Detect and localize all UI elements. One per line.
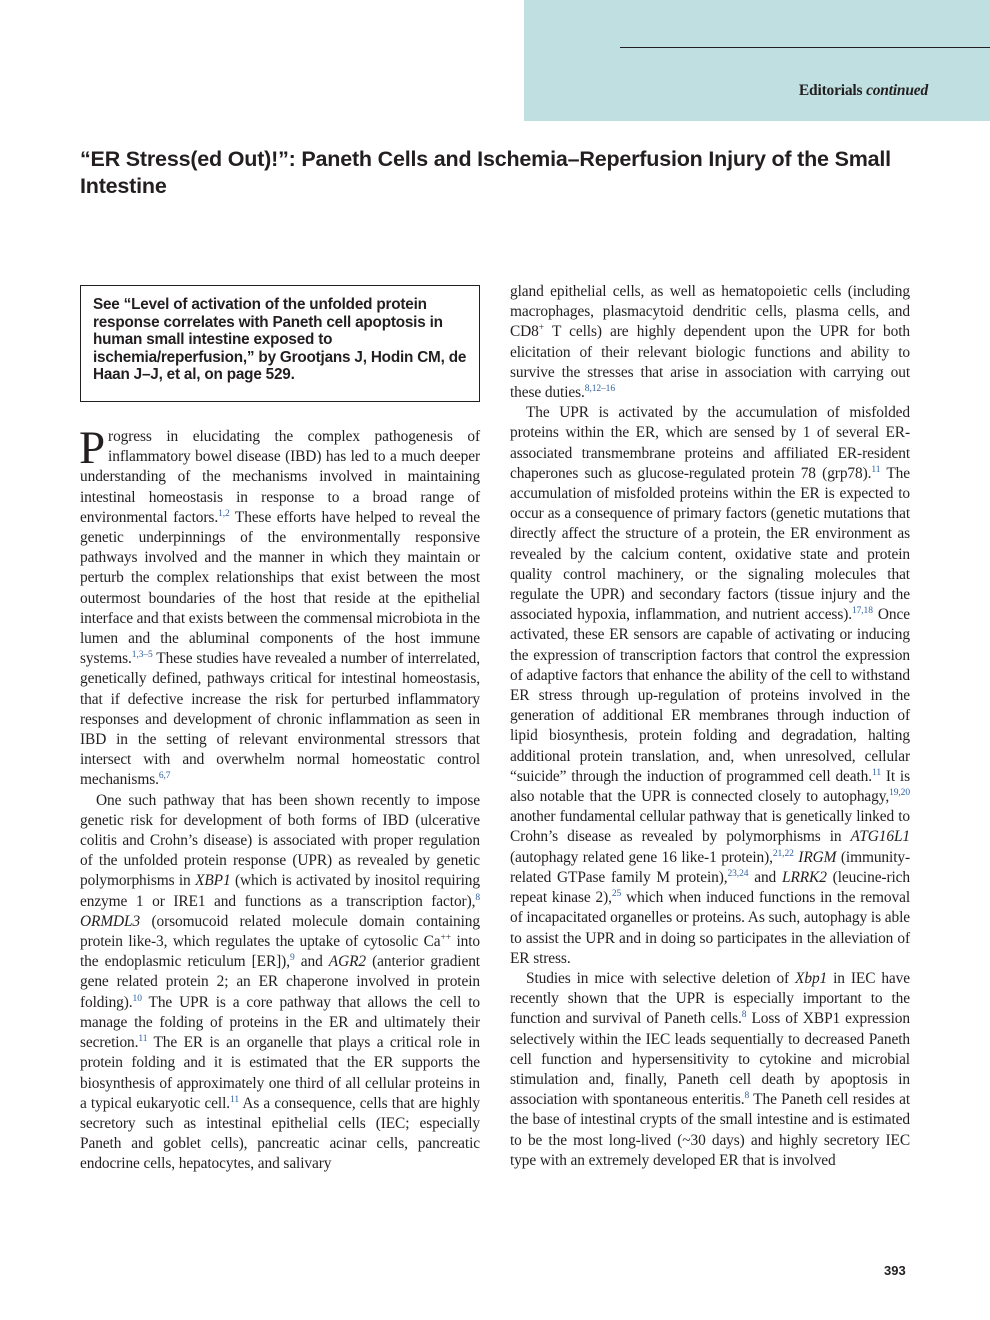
reference[interactable]: 23,24 (727, 868, 749, 879)
reference[interactable]: 19,20 (889, 788, 910, 799)
reference[interactable]: 25 (611, 889, 622, 900)
reference[interactable]: 11 (138, 1034, 148, 1045)
text: These efforts have helped to reveal the genetic underpinnings of the environmentally responsive pathways involved and the manner in which they maintain or perturb the complex relationships that exist between the most outermost boundaries of the host that reside at the epithelial interface and that exists between the commensal microbiota in the lumen and the abluminal components of the host immune systems. (80, 508, 481, 668)
running-header-section: Editorials (798, 82, 863, 99)
text: (orsomucoid related molecule domain containing protein like-3, which regulates the uptake of cytosolic Ca (80, 912, 480, 951)
text: One such pathway that has been shown recently to impose genetic risk for development of both forms of IBD (ulcerative colitis and Crohn’s disease) is associated with proper regulation of the unfolded protein response (UPR) as revealed by genetic polymorphisms in (80, 791, 480, 890)
paragraph-2-continued (510, 282, 910, 403)
reference[interactable]: 11 (872, 767, 881, 778)
drop-cap: P (79, 422, 106, 474)
text: which when induced functions in the removal of incapacitated organelles or proteins. As such, autophagy is able to assist the UPR and in doing so participates in the alleviation of ER stress. (510, 889, 910, 967)
reference[interactable]: 17,18 (851, 606, 873, 617)
text: As a consequence, cells that are highly secretory such as intestinal epithelial cells (IEC; especially Paneth and goblet cells), pancreatic acinar cells, pancreatic endocrine cells, hepatocytes, and salivary (80, 1094, 480, 1173)
text: These studies have revealed a number of interrelated, genetically defined, pathways critical for intestinal homeostasis, that if defective increase the risk for perturbed inflammatory responses and development of chronic inflammation as seen in IBD in the setting of relevant environmental stressors that intersect with and overwhelm normal homeostatic control mechanisms. (80, 650, 480, 789)
text: Loss of XBP1 expression selectively within the IEC leads sequentially to decreased Paneth cell function and hypersensitivity to cytokine and microbial stimulation and, finally, Paneth cell death by apoptosis in association with spontaneous enteritis. (510, 1010, 910, 1109)
superscript: ++ (440, 933, 451, 944)
text: (leucine-rich repeat kinase 2), (510, 868, 910, 907)
running-header-continued: continued (866, 82, 928, 99)
text: Studies in mice with selective deletion of (526, 969, 796, 987)
gene-name: LRRK2 (782, 868, 827, 886)
reference[interactable]: 1,2 (218, 508, 230, 519)
page-number: 393 (884, 1263, 906, 1278)
text: and (748, 868, 782, 886)
gene-name: ORMDL3 (80, 912, 141, 930)
see-also-box (80, 285, 480, 402)
reference[interactable]: 11 (871, 464, 881, 475)
paragraph-3 (510, 403, 910, 969)
text: gland epithelial cells, as well as hematopoietic cells (including macrophages, plasmacytoid dendritic cells, plasma cells, and CD8 (510, 283, 910, 341)
reference[interactable]: 6,7 (158, 771, 171, 782)
text: Once activated, these ER sensors are capable of activating or inducing the expression of transcription factors that control the expression of adaptive factors that enhance the ability of the cell to withstand ER stress through up-regulation of proteins involved in the generation of additional ER membranes through induction of lipid biosynthesis, protein folding and degradation, halting additional protein translation, and, when unresolved, cellular “suicide” through the induction of programmed cell death. (510, 606, 910, 785)
text: and (294, 953, 329, 971)
gene-name: AGR2 (328, 953, 367, 971)
reference[interactable]: 10 (132, 993, 142, 1004)
text: in IEC have recently shown that the UPR is especially important to the function and survival of Paneth cells. (510, 969, 910, 1028)
text: (autophagy related gene 16 like-1 protein), (510, 848, 773, 866)
reference[interactable]: 8 (744, 1091, 750, 1102)
text: (anterior gradient gene related protein 2; an ER chaperone involved in protein folding). (80, 953, 480, 1011)
gene-name: XBP1 (195, 872, 231, 890)
reference[interactable]: 11 (230, 1094, 239, 1105)
running-header (799, 82, 928, 100)
text: T cells) are highly dependent upon the UPR for both elicitation of their relevant biologic functions and ability to survive the stresses that arise in association with carrying out these duties. (510, 323, 910, 402)
text: The accumulation of misfolded proteins within the ER is expected to occur as a consequence of primary factors (genetic mutations that directly affect the structure of a protein, the ER environment as revealed by the calcium content, oxidative state and protein quality control machinery, or the signaling molecules that regulate the UPR) and secondary factors (tissue injury and the associated hypoxia, inflammation, and nutrient access). (510, 464, 911, 624)
reference[interactable]: 8,12–16 (584, 384, 615, 395)
text: (which is activated by inositol requiring enzyme 1 or IRE1 and functions as a transcription factor), (80, 872, 480, 910)
gene-name: Xbp1 (795, 969, 828, 987)
text: The Paneth cell resides at the base of intestinal crypts of the small intestine and is estimated to be the most long-lived (~30 days) and highly secretory IEC type with an extremely developed ER that is involved (510, 1091, 910, 1169)
article-title: “ER Stress(ed Out)!”: Paneth Cells and Ischemia–Reperfusion Injury of the Small Intestine (80, 147, 891, 198)
gene-name: IRGM (798, 848, 837, 866)
see-also-text: See “Level of activation of the unfolded protein response correlates with Paneth cell apoptosis in human small intestine exposed to ischemia/reperfusion,” by Grootjans J, Hodin CM, de Haan J–J, et al, on page 529. (93, 296, 467, 383)
text: into the endoplasmic reticulum [ER]), (80, 933, 481, 971)
reference[interactable]: 8 (741, 1010, 747, 1021)
text: The UPR is a core pathway that allows the cell to manage the folding of proteins in the ER and ultimately their secretion. (80, 993, 480, 1052)
text: rogress in elucidating the complex pathogenesis of inflammatory bowel disease (IBD) has led to a much deeper understanding of the mechanisms involved in maintaining intestinal homeostasis in response to a broad range of environmental factors. (80, 428, 480, 526)
reference[interactable]: 1,3–5 (131, 650, 153, 661)
reference[interactable]: 8 (475, 892, 480, 903)
header-rule (620, 47, 990, 48)
text: another fundamental cellular pathway that is genetically linked to Crohn’s disease as revealed by polymorphisms in (510, 808, 910, 846)
paragraph-2 (80, 791, 480, 1175)
left-column (79, 422, 481, 1175)
reference[interactable]: 9 (289, 953, 295, 964)
text: The ER is an organelle that plays a critical role in protein folding and it is estimated that the ER supports the biosynthesis of approximately one third of all cellular proteins in a typical eukaryotic cell. (80, 1034, 480, 1112)
paragraph-1 (79, 422, 481, 791)
superscript: + (538, 323, 545, 334)
reference[interactable]: 21,22 (772, 848, 794, 859)
right-column (510, 282, 910, 1171)
gene-name: ATG16L1 (850, 828, 910, 846)
header-band (524, 0, 990, 121)
text: (immunity-related GTPase family M protein), (510, 848, 910, 886)
text: It is also notable that the UPR is connected closely to autophagy, (510, 767, 910, 806)
paragraph-4 (510, 969, 910, 1171)
text: The UPR is activated by the accumulation of misfolded proteins within the ER, which are sensed by 1 of several ER-associated transmembrane proteins and affiliated ER-resident chaperones such as glucose-regulated protein 78 (grp78). (510, 404, 910, 482)
